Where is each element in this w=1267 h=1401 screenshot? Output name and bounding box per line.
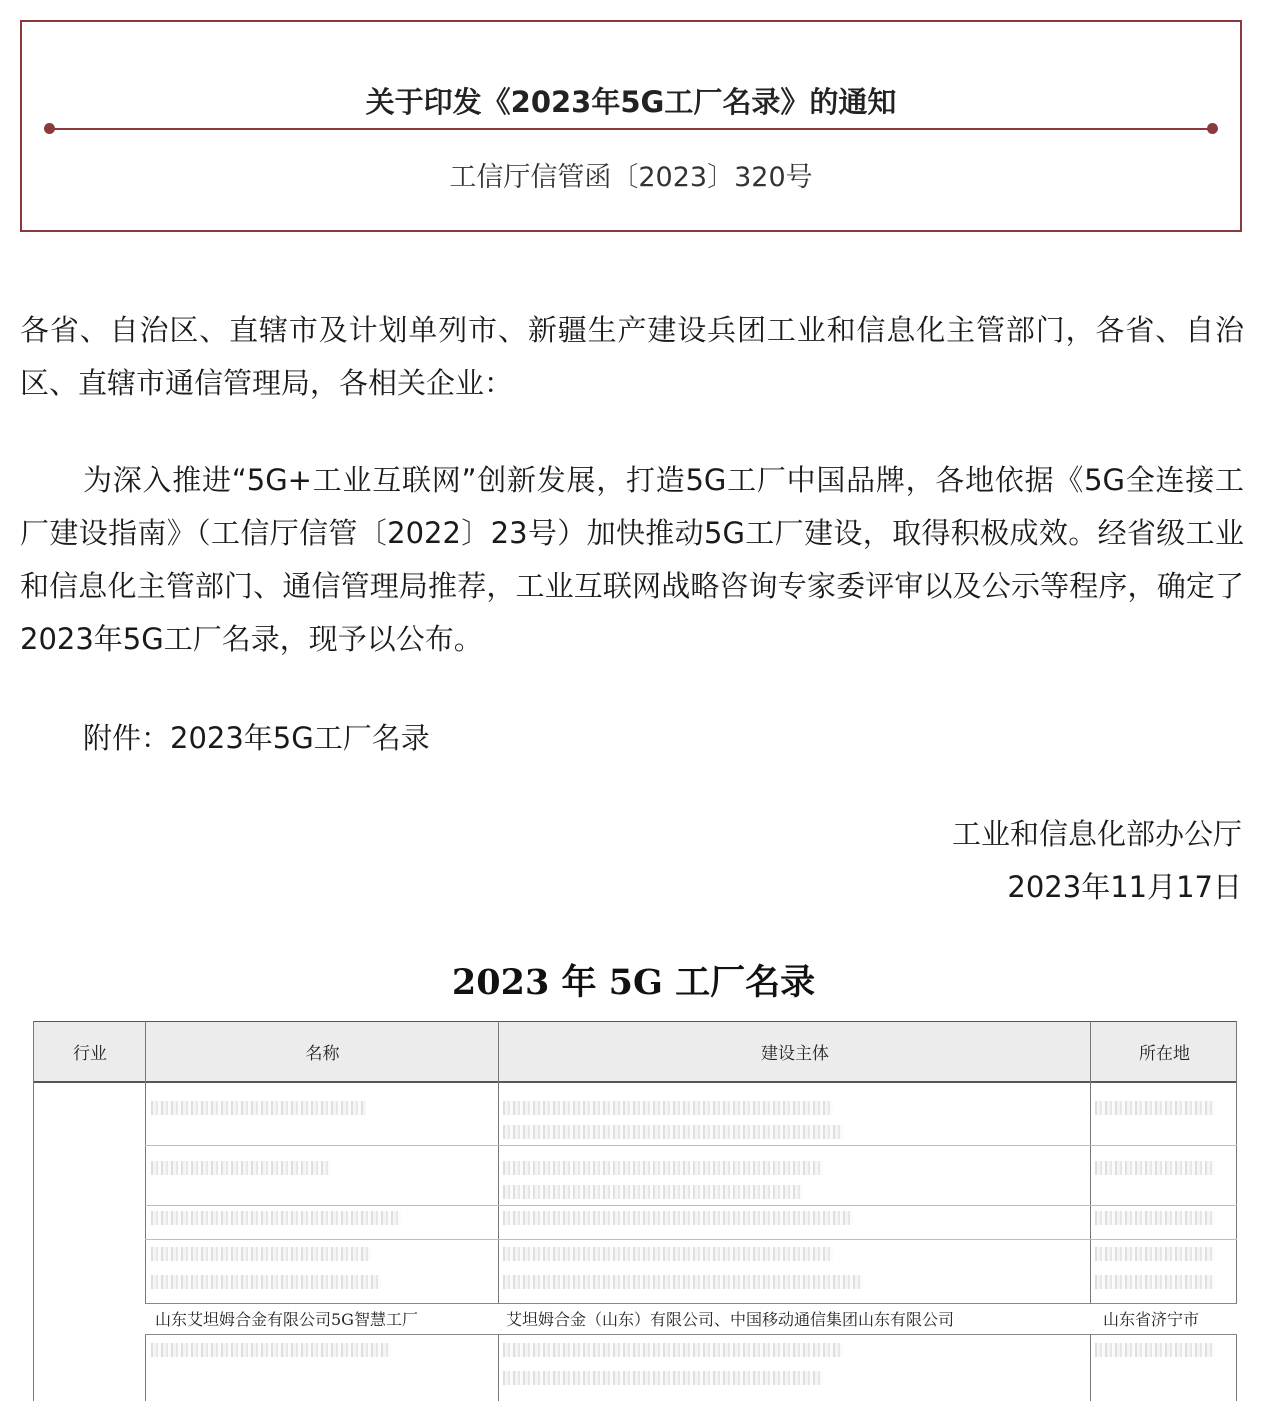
- blurred-text: [151, 1161, 331, 1175]
- blurred-text: [503, 1101, 833, 1115]
- document-number: 工信厅信管函〔2023〕320号: [449, 162, 813, 193]
- col-divider-3: [1090, 1021, 1091, 1401]
- col-header-builder: 建设主体: [761, 1044, 829, 1064]
- divider-dot-left: [44, 123, 55, 134]
- blurred-text: [151, 1343, 391, 1357]
- col-header-location: 所在地: [1139, 1044, 1190, 1064]
- blurred-text: [1095, 1275, 1215, 1289]
- divider-dot-right: [1207, 123, 1218, 134]
- issuer-signature: 工业和信息化部办公厅: [951, 817, 1242, 851]
- blurred-text: [151, 1211, 401, 1225]
- blurred-text: [1095, 1211, 1215, 1225]
- blurred-text: [1095, 1161, 1215, 1175]
- table-row-divider: [145, 1145, 1237, 1146]
- blurred-text: [503, 1343, 843, 1357]
- col-divider-2: [498, 1021, 499, 1401]
- table-row-divider: [145, 1239, 1237, 1240]
- header-divider: [49, 128, 1213, 130]
- cell-builder: 艾坦姆合金（山东）有限公司、中国移动通信集团山东有限公司: [506, 1310, 955, 1329]
- main-paragraph: 为深入推进“5G+工业互联网”创新发展，打造5G工厂中国品牌，各地依据《5G全连接工厂建设指南》（工信厅信管〔2022〕23号）加快推动5G工厂建设，取得积极成效。经省级工业和信息化主管部门、通信管理局推荐，工业互联网战略咨询专家委评审以及公示等程序，确定了2023年5G工厂名录，现予以公布。: [20, 463, 1244, 656]
- cell-location: 山东省济宁市: [1103, 1310, 1200, 1329]
- blurred-text: [503, 1371, 823, 1385]
- blurred-text: [1095, 1101, 1215, 1115]
- blurred-text: [151, 1247, 371, 1261]
- recipients-paragraph: 各省、自治区、直辖市及计划单列市、新疆生产建设兵团工业和信息化主管部门，各省、自治区、直辖市通信管理局，各相关企业：: [20, 313, 1244, 400]
- blurred-text: [151, 1275, 381, 1289]
- table-border-right: [1236, 1021, 1237, 1401]
- col-header-industry: 行业: [73, 1044, 107, 1064]
- blurred-text: [1095, 1247, 1215, 1261]
- blurred-text: [503, 1247, 833, 1261]
- blurred-text: [1095, 1343, 1215, 1357]
- notice-header-box: [20, 20, 1242, 232]
- table-row: [145, 1303, 1237, 1335]
- factory-list-table: [33, 1021, 1237, 1401]
- blurred-text: [503, 1185, 803, 1199]
- col-divider-1: [145, 1021, 146, 1401]
- blurred-text: [503, 1275, 863, 1289]
- list-title: 2023 年 5G 工厂名录: [451, 962, 816, 1003]
- table-border-left: [33, 1021, 34, 1401]
- table-row-divider: [145, 1205, 1237, 1206]
- attachment-line: 附件：2023年5G工厂名录: [83, 721, 430, 755]
- blurred-text: [503, 1211, 853, 1225]
- issue-date: 2023年11月17日: [1007, 870, 1242, 904]
- cell-factory-name: 山东艾坦姆合金有限公司5G智慧工厂: [155, 1310, 418, 1329]
- table-header: [33, 1021, 1237, 1083]
- blurred-text: [151, 1101, 366, 1115]
- blurred-text: [503, 1125, 843, 1139]
- col-header-name: 名称: [305, 1044, 340, 1064]
- blurred-text: [503, 1161, 823, 1175]
- notice-title: 关于印发《2023年5G工厂名录》的通知: [365, 85, 897, 119]
